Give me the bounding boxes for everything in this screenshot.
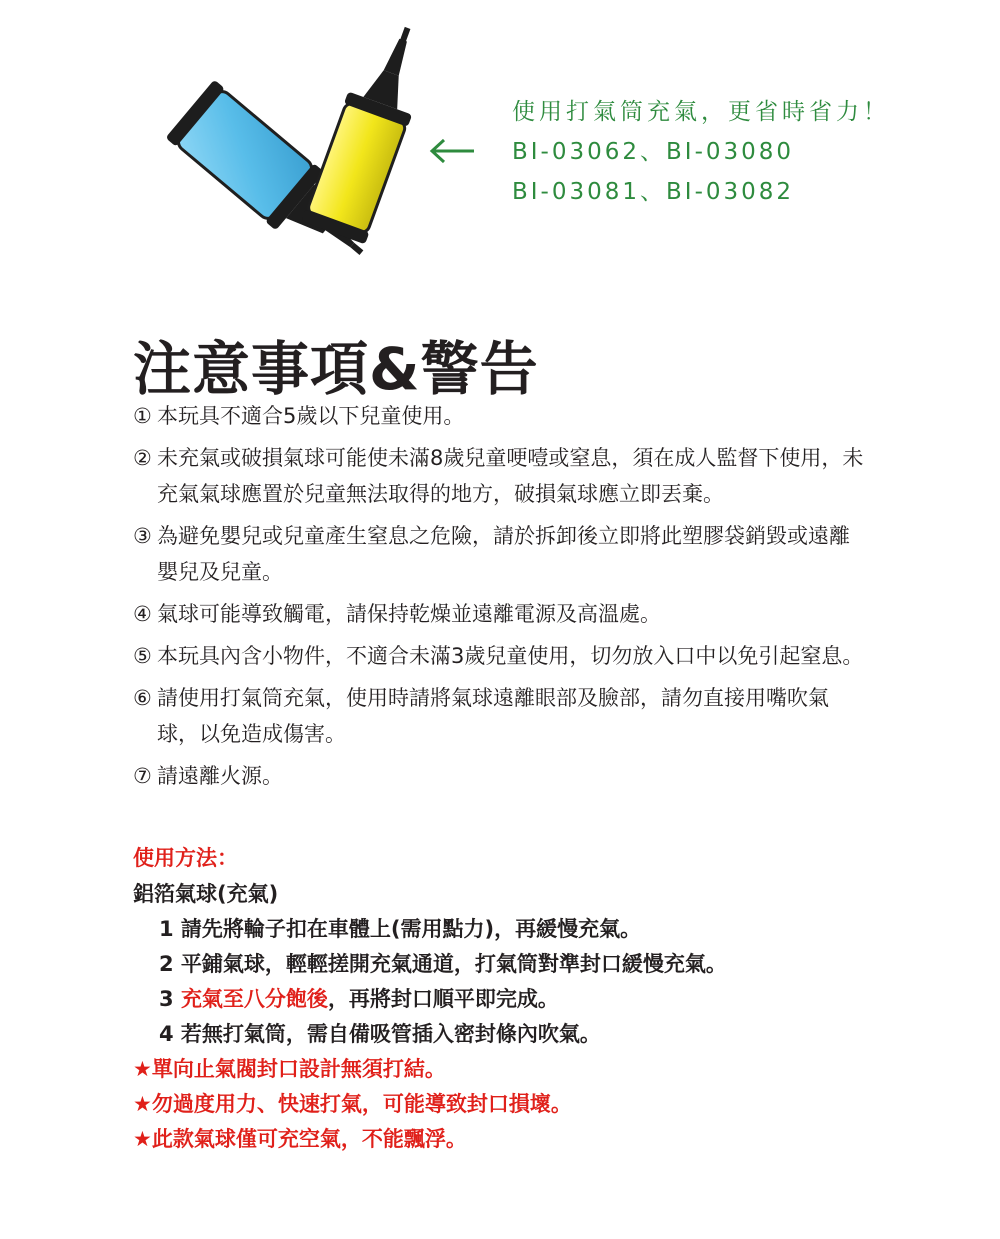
warning-text: 為避免嬰兒或兒童產生窒息之危險，請於拆卸後立即將此塑膠袋銷毀或遠離嬰兒及兒童。 [157,524,850,584]
warning-text: 請遠離火源。 [157,764,283,788]
warning-text: 未充氣或破損氣球可能使未滿8歲兒童哽噎或窒息，須在成人監督下使用，未充氣氣球應置於兒童無法取得的地方，破損氣球應立即丟棄。 [157,446,864,506]
usage-subtitle: 鋁箔氣球(充氣) [133,882,279,906]
usage-step-4: 4 若無打氣筒，需自備吸管插入密封條內吹氣。 [159,1022,601,1046]
usage-step-3-highlight: 充氣至八分飽後 [180,987,328,1011]
warning-item [133,638,893,674]
warning-list [133,398,893,800]
usage-step-3-number: 3 [159,987,181,1011]
warning-number: ② [133,446,152,470]
warning-item [133,440,893,512]
warning-number: ④ [133,602,152,626]
usage-note: ★此款氣球僅可充空氣，不能飄浮。 [133,1127,467,1151]
warning-number: ③ [133,524,152,548]
air-pump-yellow-icon [301,16,415,244]
usage-step-2: 2 平鋪氣球，輕輕搓開充氣通道，打氣筒對準封口緩慢充氣。 [159,952,727,976]
pump-model-line-2: BI-03081、BI-03082 [512,179,795,205]
usage-title: 使用方法： [133,846,238,870]
arrow-left-icon [428,136,476,166]
warning-item [133,758,893,794]
pump-info [512,94,890,212]
warning-text: 本玩具不適合5歲以下兒童使用。 [157,404,465,428]
warning-item [133,680,893,752]
warning-number: ⑥ [133,686,152,710]
usage-note: ★勿過度用力、快速打氣，可能導致封口損壞。 [133,1092,572,1116]
warning-item [133,596,893,632]
air-pumps-image [95,15,415,270]
usage-step-1: 1 請先將輪子扣在車體上(需用點力)，再緩慢充氣。 [159,917,642,941]
warning-text: 請使用打氣筒充氣，使用時請將氣球遠離眼部及臉部，請勿直接用嘴吹氣球，以免造成傷害。 [157,686,829,746]
warning-number: ① [133,404,152,428]
warning-text: 氣球可能導致觸電，請保持乾燥並遠離電源及高溫處。 [157,602,661,626]
warning-item [133,518,893,590]
warning-number: ⑦ [133,764,152,788]
pump-tagline: 使用打氣筒充氣，更省時省力！ [512,99,890,125]
warning-item [133,398,893,434]
warning-number: ⑤ [133,644,152,668]
usage-note: ★單向止氣閥封口設計無須打結。 [133,1057,446,1081]
usage-section [133,840,933,1157]
warning-text: 本玩具內含小物件，不適合未滿3歲兒童使用，切勿放入口中以免引起窒息。 [157,644,864,668]
usage-step-3-rest: ，再將封口順平即完成。 [327,987,559,1011]
notice-title: 注意事項&警告 [133,335,539,403]
usage-step-3 [133,982,933,1017]
pump-model-line-1: BI-03062、BI-03080 [512,139,795,165]
